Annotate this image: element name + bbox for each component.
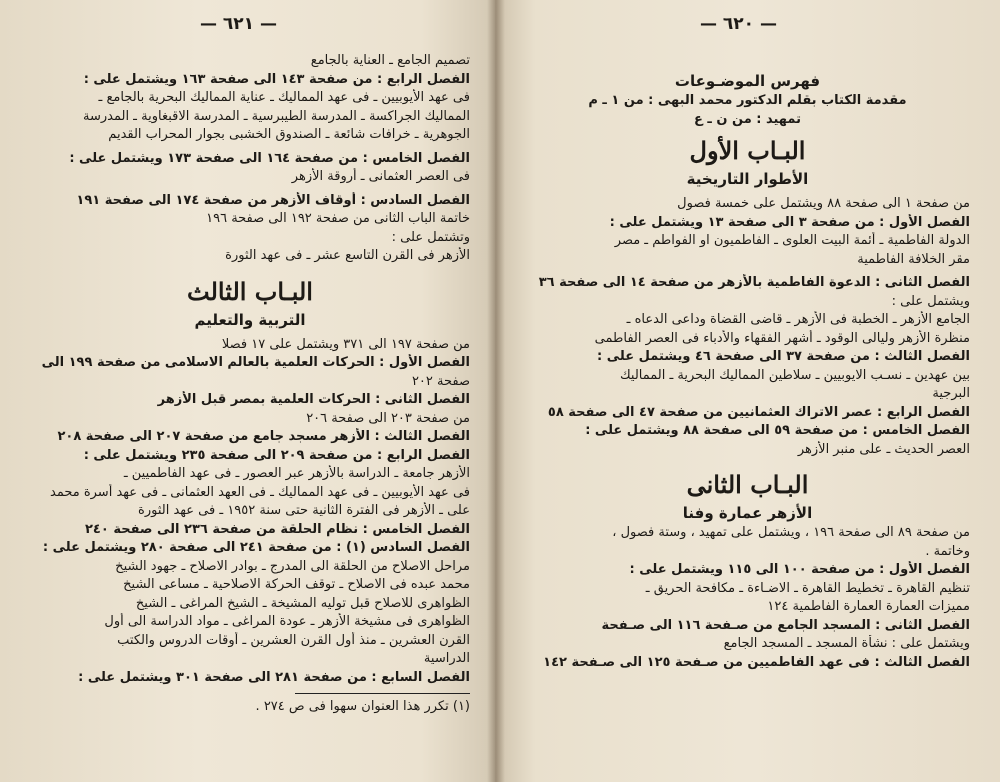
- text-line: البرجية: [932, 386, 970, 401]
- chapter-heading-line: الفصل الثانى : الحركات العلمية بمصر قبل الأزهر: [157, 392, 470, 407]
- part-subtitle: الأزهر عمارة وفنا: [682, 504, 813, 522]
- chapter-heading-line: الفصل الثالث : من صفحة ٣٧ الى صفحة ٤٦ ويشتمل على :: [597, 349, 970, 364]
- left-page: [0, 0, 495, 782]
- intro-line: مقدمة الكتاب بقلم الدكتور محمد البهى : من ١ ـ م: [588, 93, 907, 108]
- text-line: وخاتمة .: [925, 543, 970, 559]
- chapter-heading-line: الفصل الثالث : الأزهر مسجد جامع من صفحة ٢٠٧ الى صفحة ٢٠٨: [57, 429, 470, 444]
- footnote: (١) تكرر هذا العنوان سهوا فى ص ٢٧٤ .: [255, 699, 470, 714]
- index-title: فهرس الموضـوعات: [674, 72, 821, 90]
- text-line: وتشتمل على :: [391, 229, 470, 245]
- text-line: مقر الخلافة الفاطمية: [857, 251, 970, 267]
- chapter-heading-line: الفصل الأول : من صفحة ٣ الى صفحة ١٣ ويشتمل على :: [609, 214, 970, 230]
- text-line: الجامع الأزهر ـ الخطبة فى الأزهر ـ قاضى القضاة وداعى الدعاه ـ: [626, 312, 970, 327]
- chapter-heading-line: الفصل الأول : الحركات العلمية بالعالم الاسلامى من صفحة ١٩٩ الى: [41, 355, 470, 370]
- book-gutter: [487, 0, 505, 782]
- text-line: ويشتمل على :: [891, 293, 970, 309]
- text-line: الأزهر فى القرن التاسع عشر ـ فى عهد الثورة: [225, 248, 470, 263]
- section-title: البـاب الثالث: [187, 276, 313, 306]
- part-subtitle: الأطوار التاريخية: [686, 170, 809, 188]
- text-line: بين عهدين ـ نسـب الايوبيين ـ سلاطين المماليك البحرية ـ المماليك: [619, 367, 970, 383]
- part-title: البـاب الثانى: [686, 470, 809, 499]
- text-line: من صفحة ٨٩ الى صفحة ١٩٦ ، ويشتمل على تمهيد ، وستة فصول ،: [612, 525, 970, 540]
- chapter-heading-line: الفصل الثانى : الدعوة الفاطمية بالأزهر من صفحة ١٤ الى صفحة ٣٦: [538, 275, 970, 290]
- text-line: تصميم الجامع ـ العناية بالجامع: [310, 53, 470, 68]
- text-line: تنظيم القاهرة ـ تخطيط القاهرة ـ الاضـاءة ـ مكافحة الحريق ـ: [645, 580, 970, 596]
- chapter-heading-line: الفصل الرابع : من صفحة ٢٠٩ الى صفحة ٢٣٥ ويشتمل على :: [83, 447, 470, 463]
- intro-line: تمهيد : من ن ـ ع: [694, 111, 801, 127]
- part-title: البـاب الأول: [689, 136, 806, 165]
- text-line: مميزات العمارة العمارة الفاطمية ١٢٤: [767, 599, 970, 614]
- right-text-column: [525, 70, 970, 672]
- text-line: فى عهد الأيوبيين ـ فى عهد المماليك ـ فى العهد العثمانى ـ فى عهد أسرة محمد: [50, 484, 470, 500]
- text-line: الظواهرى فى مشيخة الأزهر ـ عودة المراغى ـ مواد الدراسة الى أول: [104, 614, 470, 629]
- left-text-column: [30, 52, 470, 717]
- text-line: المماليك الجراكسة ـ المدرسة الطيبرسية ـ المدرسة الاقبغاوية ـ المدرسة: [83, 108, 470, 124]
- text-line: صفحة ٢٠٢: [411, 373, 470, 389]
- text-line: من صفحة ٢٠٣ الى صفحة ٢٠٦: [306, 410, 470, 426]
- text-line: منظرة الأزهر وليالى الوقود ـ أشهر الفقهاء والأدباء فى العصر الفاطمى: [594, 330, 970, 346]
- chapter-heading-line: الفصل السابع : من صفحة ٢٨١ الى صفحة ٣٠١ ويشتمل على :: [78, 669, 470, 685]
- text-line: من صفحة ١ الى صفحة ٨٨ ويشتمل على خمسة فصول: [677, 196, 970, 211]
- text-line: خاتمة الباب الثانى من صفحة ١٩٢ الى صفحة ١٩٦: [206, 211, 470, 226]
- text-line: ويشتمل على : نشأة المسجد ـ المسجد الجامع: [723, 636, 970, 651]
- chapter-heading-line: الفصل الثانى : المسجد الجامع من صـفحة ١١٦ الى صـفحة: [601, 617, 970, 633]
- text-line: الدراسية: [423, 651, 470, 666]
- chapter-heading-line: الفصل الرابع : عصر الاتراك العثمانيين من صفحة ٤٧ الى صفحة ٥٨: [547, 404, 970, 420]
- chapter-heading-line: الفصل الثالث : فى عهد الفاطميين من صـفحة ١٢٥ الى صـفحة ١٤٢: [543, 654, 970, 670]
- page-number: — ٦٢١ —: [200, 14, 277, 34]
- text-line: الدولة الفاطمية ـ أئمة البيت العلوى ـ الفاطميون او الفواطم ـ مصر: [614, 233, 970, 248]
- footnote-rule: [295, 693, 470, 694]
- text-line: محمد عبده فى الاصلاح ـ توقف الحركة الاصلاحية ـ مساعى الشيخ: [123, 577, 470, 592]
- chapter-heading-line: الفصل الخامس : من صفحة ٥٩ الى صفحة ٨٨ ويشتمل على :: [585, 423, 970, 438]
- chapter-heading-line: الفصل السادس : أوقاف الأزهر من صفحة ١٧٤ الى صفحة ١٩١: [76, 192, 470, 208]
- right-page: [495, 0, 1000, 782]
- chapter-heading-line: الفصل الخامس : من صفحة ١٦٤ الى صفحة ١٧٣ ويشتمل على :: [69, 150, 470, 166]
- section-subtitle: التربية والتعليم: [194, 310, 306, 329]
- text-line: الأزهر جامعة ـ الدراسة بالأزهر عبر العصور ـ فى عهد الفاطميين ـ: [123, 466, 470, 481]
- chapter-heading-line: الفصل الرابع : من صفحة ١٤٣ الى صفحة ١٦٣ ويشتمل على :: [83, 71, 470, 87]
- text-line: العصر الحديث ـ على منبر الأزهر: [797, 441, 970, 457]
- text-line: على ـ الأزهر فى الفترة الثانية حتى سنة ١٩٥٢ ـ فى عهد الثورة: [138, 503, 470, 518]
- text-line: فى العصر العثمانى ـ أروقة الأزهر: [291, 169, 470, 184]
- page-number: — ٦٢٠ —: [700, 14, 777, 34]
- text-line: فى عهد الأيوبيين ـ فى عهد المماليك ـ عناية المماليك البحرية بالجامع ـ: [98, 90, 470, 105]
- chapter-heading-line: الفصل السادس (١) : من صفحة ٢٤١ الى صفحة ٢٨٠ ويشتمل على :: [42, 540, 470, 555]
- chapter-heading-line: الفصل الأول : من صفحة ١٠٠ الى ١١٥ ويشتمل على :: [629, 562, 970, 577]
- text-line: من صفحة ١٩٧ الى ٣٧١ ويشتمل على ١٧ فصلا: [221, 336, 470, 352]
- text-line: القرن العشرين ـ منذ أول القرن العشرين ـ أوقات الدروس والكتب: [117, 632, 470, 648]
- text-line: الجوهرية ـ خرافات شائعة ـ الصندوق الخشبى بجوار المحراب القديم: [108, 127, 470, 142]
- text-line: مراحل الاصلاح من الحلقة الى المدرج ـ بوادر الاصلاح ـ جهود الشيخ: [115, 558, 470, 574]
- text-line: الظواهرى للاصلاح قبل توليه المشيخة ـ الشيخ المراغى ـ الشيخ: [135, 595, 470, 611]
- chapter-heading-line: الفصل الخامس : نظام الحلقة من صفحة ٢٣٦ الى صفحة ٢٤٠: [84, 521, 470, 537]
